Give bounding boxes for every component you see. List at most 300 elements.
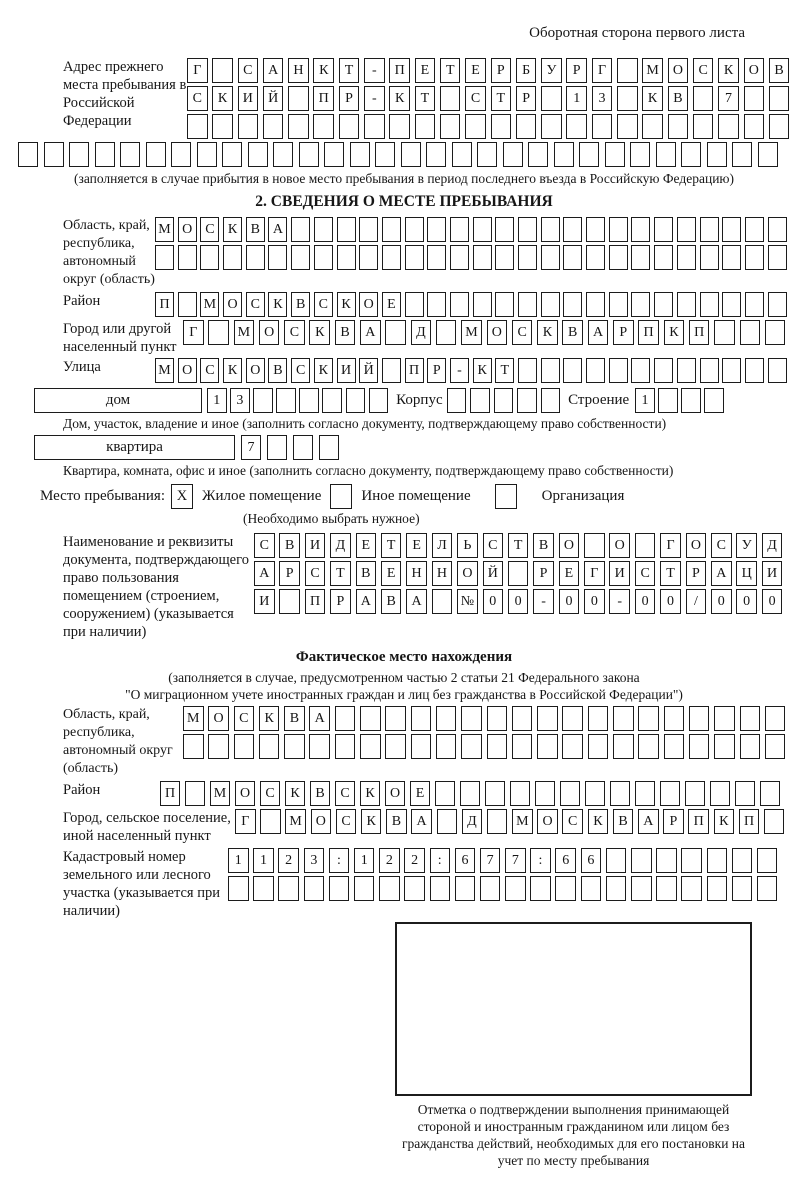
char-cell [359, 217, 378, 242]
char-cell [606, 876, 627, 901]
char-cell [487, 734, 508, 759]
char-cell [411, 734, 432, 759]
char-cell [293, 435, 313, 460]
actual-location-note2: "О миграционном учете иностранных граждан и лиц без гражданства в Российской Федерации") [125, 687, 683, 702]
apartment-box: квартира [34, 435, 235, 460]
char-cell: М [285, 809, 306, 834]
al-district-row [160, 781, 780, 806]
char-cell [764, 809, 785, 834]
char-cell [642, 114, 663, 139]
region-row2 [155, 245, 787, 270]
char-cell: М [155, 358, 174, 383]
char-cell [714, 734, 735, 759]
char-cell: С [693, 58, 714, 83]
apartment-cells [241, 435, 339, 460]
region-row1 [155, 217, 787, 242]
char-cell [588, 706, 609, 731]
document-row3 [254, 589, 782, 614]
city-row [183, 320, 785, 345]
char-cell [541, 388, 561, 413]
document-block [18, 533, 790, 641]
char-cell [382, 217, 401, 242]
char-cell [335, 706, 356, 731]
char-cell: К [588, 809, 609, 834]
char-cell: И [254, 589, 275, 614]
char-cell [617, 86, 638, 111]
char-cell [537, 706, 558, 731]
char-cell: П [313, 86, 334, 111]
char-cell [609, 358, 628, 383]
street-label: Улица [63, 359, 101, 375]
char-cell [605, 142, 625, 167]
stay-type-option-other: Иное помещение [361, 488, 471, 504]
char-cell [508, 561, 529, 586]
char-cell [613, 706, 634, 731]
char-cell: С [336, 809, 357, 834]
char-cell [535, 781, 555, 806]
char-cell [437, 809, 458, 834]
char-cell: С [512, 320, 533, 345]
city-label: Город или другой населенный пункт [63, 321, 177, 355]
district-block [18, 292, 790, 317]
char-cell: С [314, 292, 333, 317]
char-cell: О [559, 533, 580, 558]
char-cell [609, 217, 628, 242]
char-cell: В [386, 809, 407, 834]
char-cell: В [291, 292, 310, 317]
char-cell [273, 142, 293, 167]
al-district-block [18, 781, 790, 806]
document-grid [254, 533, 782, 614]
char-cell [450, 292, 469, 317]
char-cell [760, 781, 780, 806]
char-cell [405, 292, 424, 317]
char-cell: О [686, 533, 707, 558]
char-cell [516, 114, 537, 139]
char-cell: К [212, 86, 233, 111]
char-cell [541, 217, 560, 242]
char-cell: 1 [566, 86, 587, 111]
char-cell: 1 [228, 848, 249, 873]
char-cell [260, 809, 281, 834]
house-number-cells [207, 388, 388, 413]
char-cell [745, 292, 764, 317]
char-cell [222, 142, 242, 167]
char-cell: В [668, 86, 689, 111]
char-cell [541, 292, 560, 317]
char-cell [427, 292, 446, 317]
char-cell: : [329, 848, 350, 873]
prev-address-row3 [187, 114, 789, 139]
char-cell [477, 142, 497, 167]
page-side-note: Оборотная сторона первого листа [529, 25, 745, 41]
prev-address-row2 [187, 86, 789, 111]
char-cell [656, 142, 676, 167]
house-row [34, 388, 790, 413]
char-cell [700, 292, 719, 317]
char-cell: П [638, 320, 659, 345]
char-cell: К [314, 358, 333, 383]
char-cell [309, 734, 330, 759]
char-cell: Д [330, 533, 351, 558]
char-cell: К [337, 292, 356, 317]
char-cell: 6 [581, 848, 602, 873]
char-cell [248, 142, 268, 167]
char-cell [714, 706, 735, 731]
char-cell [656, 848, 677, 873]
char-cell: К [361, 809, 382, 834]
char-cell [183, 734, 204, 759]
district-label: Район [63, 293, 101, 309]
char-cell [426, 142, 446, 167]
char-cell [495, 245, 514, 270]
char-cell [714, 320, 735, 345]
char-cell: М [200, 292, 219, 317]
char-cell [530, 876, 551, 901]
stay-type-option-residential: Жилое помещение [202, 488, 322, 504]
char-cell: Д [762, 533, 783, 558]
char-cell: П [689, 320, 710, 345]
char-cell [278, 876, 299, 901]
char-cell [664, 734, 685, 759]
char-cell: 0 [508, 589, 529, 614]
char-cell [579, 142, 599, 167]
region-label: Область, край, республика, автономный округ (область) [63, 218, 155, 287]
char-cell [187, 114, 208, 139]
char-cell [404, 876, 425, 901]
char-cell [735, 781, 755, 806]
char-cell [447, 388, 467, 413]
stay-type-checkbox-organization [495, 484, 517, 509]
char-cell: Ь [457, 533, 478, 558]
char-cell [291, 245, 310, 270]
char-cell: Р [613, 320, 634, 345]
char-cell: П [739, 809, 760, 834]
char-cell [592, 114, 613, 139]
char-cell [768, 292, 787, 317]
char-cell [430, 876, 451, 901]
char-cell: 3 [592, 86, 613, 111]
char-cell [440, 114, 461, 139]
char-cell: Т [339, 58, 360, 83]
char-cell [722, 217, 741, 242]
cadastre-row1 [228, 848, 777, 873]
char-cell: 0 [736, 589, 757, 614]
char-cell: Г [584, 561, 605, 586]
char-cell [635, 533, 656, 558]
char-cell: О [537, 809, 558, 834]
char-cell [654, 245, 673, 270]
char-cell [631, 358, 650, 383]
char-cell [405, 245, 424, 270]
char-cell [617, 114, 638, 139]
char-cell [744, 114, 765, 139]
char-cell [246, 245, 265, 270]
char-cell: - [364, 58, 385, 83]
char-cell: : [430, 848, 451, 873]
char-cell: / [686, 589, 707, 614]
char-cell: В [335, 320, 356, 345]
char-cell [329, 876, 350, 901]
house-note: Дом, участок, владение и иное (заполнить согласно документу, подтверждающему право собственности) [63, 416, 667, 431]
char-cell [288, 114, 309, 139]
char-cell: Е [559, 561, 580, 586]
char-cell [693, 86, 714, 111]
char-cell [480, 876, 501, 901]
char-cell: Е [465, 58, 486, 83]
char-cell: 6 [455, 848, 476, 873]
char-cell [510, 781, 530, 806]
document-label: Наименование и реквизиты документа, подтверждающего право пользования помещением (строением, сооружением) (указывается при наличии) [63, 534, 249, 640]
char-cell: 0 [559, 589, 580, 614]
char-cell: К [259, 706, 280, 731]
char-cell [722, 292, 741, 317]
char-cell: В [310, 781, 330, 806]
char-cell: Т [415, 86, 436, 111]
char-cell: 0 [483, 589, 504, 614]
char-cell: А [638, 809, 659, 834]
char-cell [337, 217, 356, 242]
char-cell: 3 [230, 388, 250, 413]
char-cell: С [562, 809, 583, 834]
char-cell: Н [432, 561, 453, 586]
region-grid [155, 217, 787, 270]
char-cell: Р [491, 58, 512, 83]
char-cell: А [711, 561, 732, 586]
char-cell [461, 734, 482, 759]
char-cell [581, 876, 602, 901]
char-cell [238, 114, 259, 139]
char-cell: М [234, 320, 255, 345]
char-cell: К [537, 320, 558, 345]
char-cell: С [260, 781, 280, 806]
char-cell [586, 217, 605, 242]
char-cell [586, 245, 605, 270]
char-cell [314, 217, 333, 242]
char-cell [541, 86, 562, 111]
char-cell [436, 706, 457, 731]
char-cell [609, 245, 628, 270]
char-cell: Р [427, 358, 446, 383]
char-cell: Г [187, 58, 208, 83]
char-cell [319, 435, 339, 460]
al-city-label: Город, сельское поселение, иной населенный пункт [63, 810, 231, 844]
char-cell: О [668, 58, 689, 83]
char-cell: А [254, 561, 275, 586]
char-cell: Т [491, 86, 512, 111]
char-cell: К [223, 217, 242, 242]
char-cell [745, 217, 764, 242]
city-block [18, 320, 790, 356]
char-cell: - [364, 86, 385, 111]
char-cell [375, 142, 395, 167]
char-cell: Е [381, 561, 402, 586]
char-cell: А [263, 58, 284, 83]
char-cell: К [309, 320, 330, 345]
char-cell [707, 876, 728, 901]
char-cell: Л [432, 533, 453, 558]
char-cell: О [457, 561, 478, 586]
char-cell [379, 876, 400, 901]
char-cell: В [246, 217, 265, 242]
char-cell [44, 142, 64, 167]
char-cell: К [285, 781, 305, 806]
stroenie-cells [635, 388, 724, 413]
char-cell: Р [330, 589, 351, 614]
char-cell: М [642, 58, 663, 83]
char-cell [324, 142, 344, 167]
prev-address-grid [187, 58, 789, 139]
char-cell: П [160, 781, 180, 806]
char-cell [288, 86, 309, 111]
char-cell [638, 706, 659, 731]
char-cell [677, 245, 696, 270]
char-cell [631, 848, 652, 873]
actual-location-title: Фактическое место нахождения [295, 649, 513, 665]
char-cell: И [609, 561, 630, 586]
char-cell: - [609, 589, 630, 614]
apartment-note: Квартира, комната, офис и иное (заполнить согласно документу, подтверждающему право собственности) [63, 463, 674, 478]
char-cell: М [155, 217, 174, 242]
char-cell: В [284, 706, 305, 731]
char-cell [563, 292, 582, 317]
char-cell [563, 358, 582, 383]
char-cell: 7 [480, 848, 501, 873]
char-cell: В [268, 358, 287, 383]
char-cell [455, 876, 476, 901]
char-cell [613, 734, 634, 759]
char-cell: Т [440, 58, 461, 83]
char-cell [563, 245, 582, 270]
char-cell: К [714, 809, 735, 834]
char-cell: В [356, 561, 377, 586]
char-cell [745, 358, 764, 383]
char-cell: С [711, 533, 732, 558]
char-cell [518, 292, 537, 317]
char-cell: П [305, 589, 326, 614]
char-cell [360, 706, 381, 731]
char-cell [146, 142, 166, 167]
char-cell: С [465, 86, 486, 111]
prev-address-row4 [18, 142, 790, 167]
char-cell: Е [410, 781, 430, 806]
char-cell: Г [183, 320, 204, 345]
char-cell [740, 320, 761, 345]
confirmation-stamp-box [395, 922, 752, 1096]
char-cell [757, 876, 778, 901]
char-cell [276, 388, 296, 413]
cadastre-grid [228, 848, 777, 901]
char-cell [660, 781, 680, 806]
confirmation-stamp-note: Отметка о подтверждении выполнения принимающей стороной и иностранным гражданином или лицом без гражданства действий, необходимых для его постановки на учет по месту пребывания [401, 1102, 746, 1168]
char-cell [700, 358, 719, 383]
char-cell: О [178, 217, 197, 242]
al-region-row2 [183, 734, 785, 759]
char-cell [707, 848, 728, 873]
char-cell [518, 358, 537, 383]
char-cell: Б [516, 58, 537, 83]
char-cell [178, 292, 197, 317]
char-cell [359, 245, 378, 270]
char-cell: К [642, 86, 663, 111]
char-cell: В [533, 533, 554, 558]
char-cell: 7 [505, 848, 526, 873]
char-cell [518, 217, 537, 242]
char-cell: : [530, 848, 551, 873]
char-cell [635, 781, 655, 806]
char-cell [487, 706, 508, 731]
char-cell [560, 781, 580, 806]
char-cell [588, 734, 609, 759]
char-cell: О [744, 58, 765, 83]
char-cell: О [223, 292, 242, 317]
char-cell [700, 217, 719, 242]
stay-type-option-organization: Организация [541, 488, 625, 504]
char-cell: Р [663, 809, 684, 834]
char-cell [178, 245, 197, 270]
char-cell [555, 876, 576, 901]
char-cell [517, 388, 537, 413]
char-cell [411, 706, 432, 731]
char-cell: М [210, 781, 230, 806]
char-cell [491, 114, 512, 139]
char-cell [435, 781, 455, 806]
char-cell [155, 245, 174, 270]
char-cell [299, 388, 319, 413]
char-cell [389, 114, 410, 139]
char-cell [732, 848, 753, 873]
al-city-row [235, 809, 784, 834]
char-cell [518, 245, 537, 270]
char-cell: К [664, 320, 685, 345]
char-cell [765, 320, 786, 345]
char-cell: У [736, 533, 757, 558]
char-cell: - [533, 589, 554, 614]
char-cell [473, 217, 492, 242]
char-cell [631, 292, 650, 317]
al-city-block [18, 809, 790, 845]
char-cell [722, 245, 741, 270]
char-cell: Й [359, 358, 378, 383]
char-cell [541, 358, 560, 383]
char-cell [208, 734, 229, 759]
char-cell [722, 358, 741, 383]
char-cell [664, 706, 685, 731]
char-cell [259, 734, 280, 759]
char-cell [769, 114, 790, 139]
char-cell: А [411, 809, 432, 834]
char-cell [700, 245, 719, 270]
char-cell [304, 876, 325, 901]
cadastre-block [18, 848, 790, 920]
char-cell: О [208, 706, 229, 731]
char-cell [385, 706, 406, 731]
char-cell: О [359, 292, 378, 317]
char-cell: О [246, 358, 265, 383]
actual-location-note1: (заполняется в случае, предусмотренном частью 2 статьи 21 Федерального закона [168, 670, 640, 685]
char-cell: Р [339, 86, 360, 111]
char-cell [253, 388, 273, 413]
char-cell: - [450, 358, 469, 383]
char-cell: А [356, 589, 377, 614]
char-cell: 0 [584, 589, 605, 614]
char-cell: П [405, 358, 424, 383]
char-cell: Г [660, 533, 681, 558]
char-cell [610, 781, 630, 806]
char-cell: Т [508, 533, 529, 558]
char-cell: А [406, 589, 427, 614]
house-box: дом [34, 388, 202, 413]
